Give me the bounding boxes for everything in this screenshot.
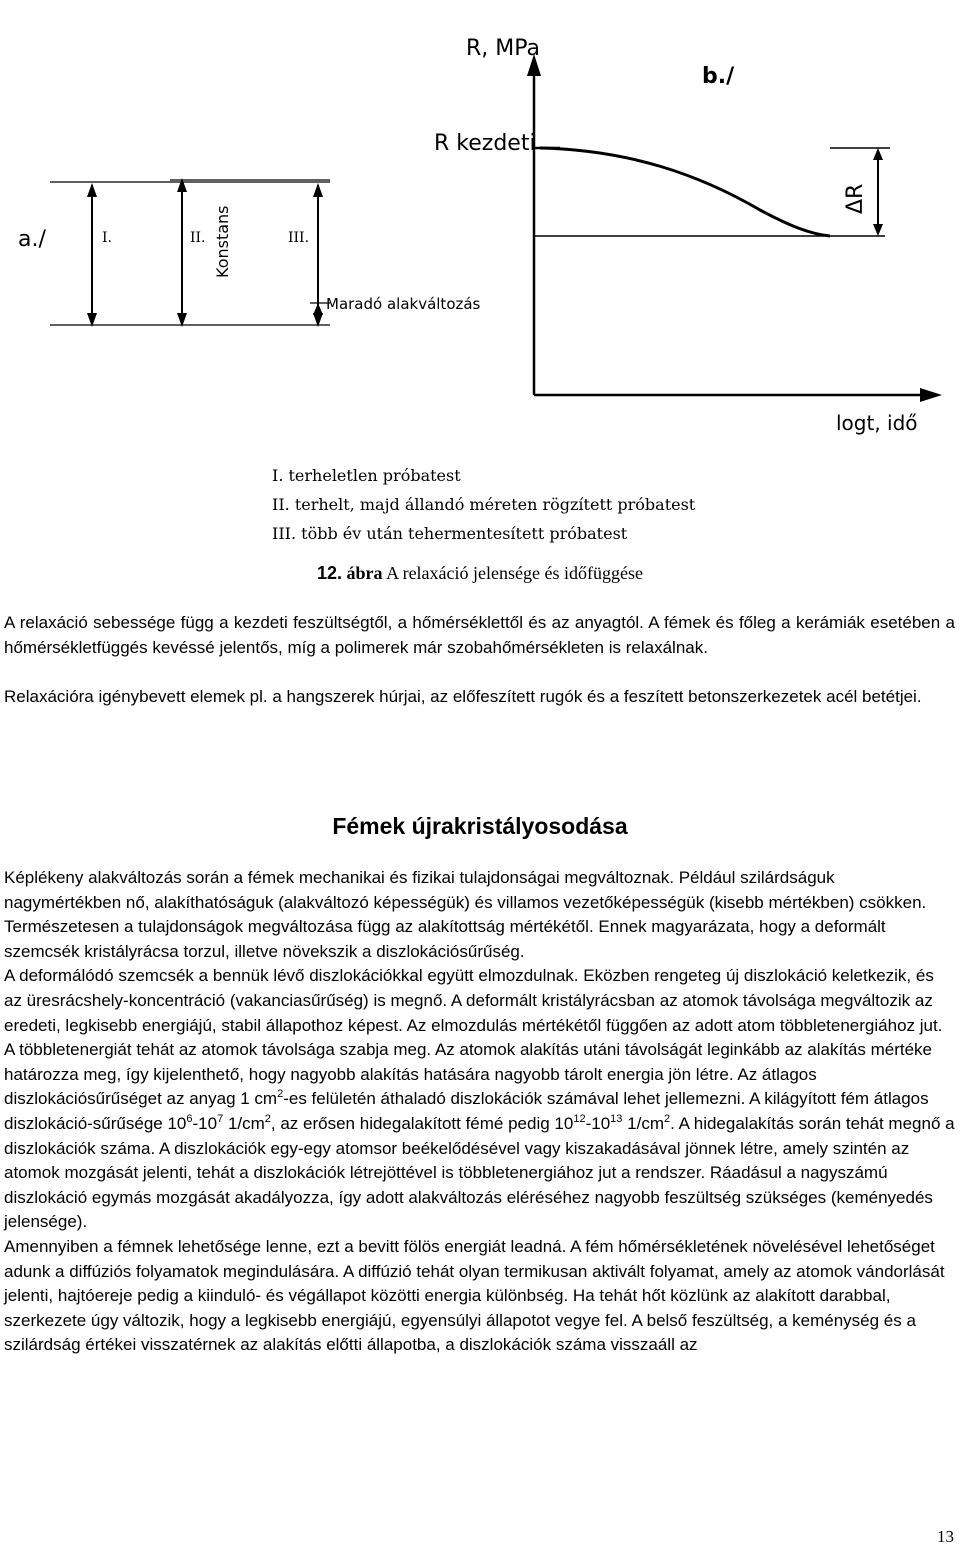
marado-arrow [313, 303, 323, 315]
delta-r-arrow-down [873, 224, 883, 236]
paragraph-relaxation-elements: Relaxációra igénybevett elemek pl. a hangszerek húrjai, az előfeszített rugók és a feszített betonszerkezetek acél betétjei. [4, 687, 922, 706]
marado-label: Maradó alakváltozás [326, 295, 481, 313]
delta-r-arrow-up [873, 148, 883, 160]
caption-word: ábra [346, 563, 383, 583]
konstans-label: Konstans [213, 205, 232, 278]
relaxation-curve [540, 148, 830, 236]
legend-item-2: II. terhelt, majd állandó méreten rögzített próbatest [272, 495, 696, 514]
superscript: 2 [277, 1088, 284, 1101]
body-paragraph-1: Képlékeny alakváltozás során a fémek mechanikai és fizikai tulajdonságai megváltoznak. Például szilárdságuk nagymértékben nő, alakíthatóságuk (alakváltozó képességük) és villamos vezetőképességük (kisebb mértékben) csökken. Természetesen a tulajdonságok megváltozása függ az alakítottság mértékétől. Ennek magyarázata, hogy a deformált szemcsék kristályrácsa torzul, illetve növekszik a diszlokációsűrűség. [4, 868, 927, 961]
body-p2-part-d: 1/cm [223, 1113, 265, 1133]
body-paragraph-2 [4, 964, 955, 1235]
legend-item-1: I. terheletlen próbatest [272, 466, 461, 485]
page-number: 13 [937, 1527, 954, 1546]
roman-label-1: I. [102, 230, 112, 246]
label-a: a./ [18, 227, 46, 252]
delta-r-label: ΔR [843, 183, 868, 214]
body-p2-part-a: A deformálódó szemcsék a bennük lévő diszlokációkkal együtt elmozdulnak. Eközben rengeteg új diszlokáció keletkezik, és az üresrácshely-koncentráció (vakanciasűrűség) is megnő. A deformált kristályrácsban az atomok távolsága megváltozik az eredeti, legkisebb energiájú, stabil állapothoz képest. Az elmozdulás mértékétől függően az adott atom többletenergiához jut. A többletenergiát tehát az atomok távolsága szabja meg. Az atomok alakítás utáni távolságát leginkább az alakítás mértéke határozza meg, így kijelenthető, hogy nagyobb alakítás hatására nagyobb tárolt energia jön létre. Az átlagos diszlokációsűrűséget az anyag 1 cm [4, 966, 943, 1109]
caption-text: A relaxáció jelensége és időfüggése [386, 563, 643, 583]
legend-item-3: III. több év után tehermentesített próbatest [272, 524, 628, 543]
body-paragraph-3: Amennyiben a fémnek lehetősége lenne, ezt a bevitt fölös energiát leadná. A fém hőmérsékletének növelésével lehetőséget adunk a diffúziós folyamatok megindulására. A diffúzió tehát olyan termikusan aktivált folyamat, amely az atomok vándorlását jelenti, hajtóereje pedig a kiinduló- és végállapot közötti energia különbség. Ha tehát hőt közlünk az alakított darabbal, szerkezete úgy változik, hogy a legkisebb energiájú, egyensúlyi állapotot vegye fel. A belső feszültség, a keménység és a szilárdság értékei visszatérnek az alakítás előtti állapotba, a diszlokációk száma visszaáll az [4, 1236, 945, 1355]
relaxation-diagram [0, 0, 960, 560]
x-axis-arrow [920, 388, 942, 402]
superscript: 7 [217, 1112, 224, 1125]
r-kezdeti-label: R kezdeti [434, 131, 536, 156]
roman-label-3: III. [288, 230, 310, 246]
figure-caption [0, 563, 960, 584]
body-p2-part-e: , az erősen hidegalakított fémé pedig 10 [270, 1113, 574, 1133]
section-body [4, 866, 955, 1358]
superscript: 2 [264, 1112, 271, 1125]
superscript: 13 [610, 1112, 623, 1125]
section-heading: Fémek újrakristályosodása [332, 813, 628, 839]
specimen-3-arrow-top [313, 183, 323, 197]
paragraph-relaxation-speed: A relaxáció sebessége függ a kezdeti feszültségtől, a hőmérséklettől és az anyagtól. A fémek és főleg a kerámiák esetében a hőmérsékletfüggés kevéssé jelentős, míg a polimerek már szobahőmérsékleten is relaxálnak. [4, 613, 955, 657]
body-p2-part-c: -10 [192, 1113, 218, 1133]
body-p2-part-h: . A hidegalakítás során tehát megnő a diszlokációk száma. A diszlokációk egy-egy atomsor beékelődésével vagy kiszakadásával jönnek létre, amely szintén az atomok mozgását jelenti, tehát a diszlokációk létrejöttével is többletenergiához jut a rendszer. Ráadásul a nagyszámú diszlokáció egymás mozgását akadályozza, így adott alakváltozás eléréséhez nagyobb feszültség szükséges (keményedés jelensége). [4, 1113, 955, 1232]
superscript: 12 [573, 1112, 586, 1125]
caption-number: 12. [317, 563, 343, 583]
y-axis-label: R, MPa [466, 36, 541, 61]
roman-label-2: II. [190, 230, 206, 246]
superscript: 2 [663, 1112, 671, 1125]
specimen-1-arrow-top [87, 183, 97, 197]
superscript: 6 [186, 1112, 193, 1125]
label-b: b./ [702, 64, 735, 89]
x-axis-label: logt, idő [836, 411, 918, 435]
body-p2-part-g: 1/cm [622, 1113, 664, 1133]
relaxation-figure [0, 0, 960, 560]
body-p2-part-f: -10 [585, 1113, 611, 1133]
body-p2-part-b: -es felületén áthaladó diszlokációk számával lehet jellemezni. A kilágyított fém átlagos diszlokáció-sűrűsége 10 [4, 1089, 929, 1133]
